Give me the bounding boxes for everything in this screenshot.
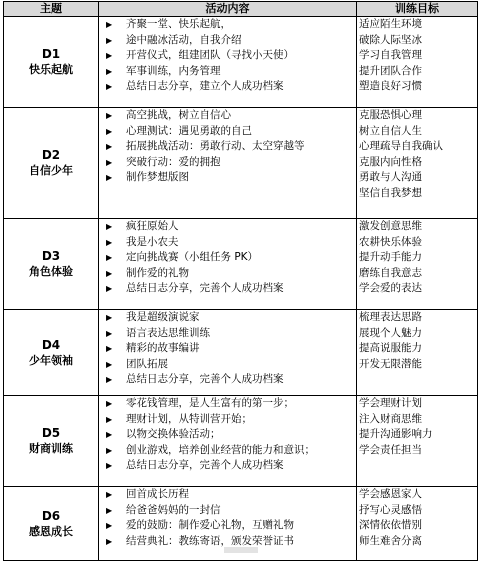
scan-artifact [224,547,258,553]
goal-cell [357,108,478,219]
bullet-arrow-icon: ▶ [106,375,113,385]
section-row-d1 [4,17,478,108]
goal-item: 磨练自我意志 [359,266,422,279]
bullet-arrow-icon: ▶ [106,20,113,29]
bullet-arrow-icon: ▶ [106,157,113,167]
activity-item [106,33,356,49]
activity-item [106,310,356,326]
goal-item: 激发创意思维 [359,220,422,232]
activity-item [106,503,356,519]
activity-item [106,266,356,282]
activity-item [106,341,356,357]
bullet-arrow-icon: ▶ [106,237,113,247]
goal-item: 提升动手能力 [359,251,422,264]
activity-item [106,48,356,64]
activity-text: 爱的鼓励：制作爱心礼物，互赠礼物 [126,519,294,532]
goal-item: 勇敢与人沟通 [359,171,422,184]
activity-cell [99,108,357,219]
activity-text: 语言表达思维训练 [126,326,210,339]
activity-item [106,17,356,33]
goal-cell [357,487,478,561]
activity-text: 精彩的故事编讲 [126,342,200,355]
activity-text: 结营典礼：教练寄语，颁发荣誉证书 [126,534,294,547]
activity-text: 总结日志分享，完善个人成功档案 [126,373,284,386]
goal-item: 坚信自我梦想 [359,186,422,199]
goal-item: 提升沟通影响力 [359,428,433,441]
bullet-arrow-icon: ▶ [106,173,113,183]
bullet-arrow-icon: ▶ [106,51,113,61]
activity-item [106,235,356,251]
activity-cell [99,219,357,310]
activity-item [106,79,356,95]
training-schedule-table [3,1,478,561]
goal-item: 注入财商思维 [359,412,422,425]
activity-cell [99,310,357,396]
section-row-d5 [4,396,478,487]
activity-text: 军事训练，内务管理 [126,64,221,77]
goal-item: 学会理财计划 [359,397,422,409]
bullet-arrow-icon: ▶ [106,313,113,322]
activity-item [106,458,356,474]
bullet-arrow-icon: ▶ [106,461,113,471]
goal-item: 学会爱的表达 [359,282,422,295]
goal-item: 树立自信人生 [359,124,422,137]
activity-item [106,487,356,503]
activity-text: 开营仪式，组建团队（寻找小天使） [126,49,294,62]
bullet-arrow-icon: ▶ [106,536,113,546]
section-row-d3 [4,219,478,310]
goal-item: 学习自我管理 [359,49,422,62]
activity-text: 理财计划，从特训营开始； [126,412,252,425]
day-label: D2 [41,148,61,162]
activity-item [106,427,356,443]
activity-text: 疯狂原始人 [126,220,179,232]
theme-name: 财商训练 [29,442,73,455]
activity-item [106,326,356,342]
activity-item [106,357,356,373]
goal-item: 展现个人魅力 [359,326,422,339]
activity-text: 给爸爸妈妈的一封信 [126,503,221,516]
bullet-arrow-icon: ▶ [106,344,113,354]
header-goal: 训练目标 [357,2,478,17]
bullet-arrow-icon: ▶ [106,126,113,136]
goal-cell [357,396,478,487]
activity-text: 制作爱的礼物 [126,266,189,279]
goal-item: 心理疏导自我确认 [359,140,443,153]
activity-item [106,372,356,388]
goal-item: 开发无限潜能 [359,357,422,370]
goal-item: 师生难舍分离 [359,534,422,547]
activity-item [106,139,356,155]
activity-text: 零花钱管理，是人生富有的第一步； [126,397,294,409]
activity-item [106,281,356,297]
goal-item: 梳理表达思路 [359,311,422,323]
theme-name: 自信少年 [29,164,73,177]
bullet-arrow-icon: ▶ [106,253,113,263]
theme-cell [4,310,99,396]
theme-cell [4,17,99,108]
goal-item: 适应陌生环境 [359,18,422,30]
table-header [4,2,478,17]
goal-item: 抒写心灵感悟 [359,503,422,516]
activity-item [106,396,356,412]
theme-name: 感恩成长 [29,524,73,538]
goal-cell [357,219,478,310]
activity-item [106,412,356,428]
theme-name: 角色体验 [29,265,73,278]
bullet-arrow-icon: ▶ [106,268,113,278]
bullet-arrow-icon: ▶ [106,222,113,231]
day-label: D3 [41,249,61,263]
activity-item [106,155,356,171]
goal-item: 学会责任担当 [359,443,422,456]
goal-item: 农耕快乐体验 [359,235,422,248]
activity-text: 齐聚一堂、快乐起航， [126,18,231,30]
goal-cell [357,310,478,396]
activity-text: 以物交换体验活动； [126,428,221,441]
bullet-arrow-icon: ▶ [106,82,113,92]
activity-item [106,170,356,186]
bullet-arrow-icon: ▶ [106,359,113,369]
goal-item: 破除人际坚冰 [359,33,422,46]
day-label: D5 [41,426,61,440]
activity-text: 创业游戏，培养创业经营的能力和意识； [126,443,315,456]
activity-item [106,64,356,80]
bullet-arrow-icon: ▶ [106,490,113,499]
theme-name: 少年领袖 [29,353,73,367]
bullet-arrow-icon: ▶ [106,66,113,76]
goal-cell [357,17,478,108]
table-body [4,17,478,561]
goal-item: 塑造良好习惯 [359,80,422,93]
bullet-arrow-icon: ▶ [106,414,113,424]
activity-item [106,108,356,124]
bullet-arrow-icon: ▶ [106,445,113,455]
activity-text: 制作梦想版图 [126,171,189,184]
bullet-arrow-icon: ▶ [106,521,113,531]
activity-text: 拓展挑战活动：勇敢行动、太空穿越等 [126,140,305,153]
day-label: D1 [41,47,61,61]
activity-text: 总结日志分享，完善个人成功档案 [126,282,284,295]
goal-item: 提升团队合作 [359,64,422,77]
goal-item: 克服恐惧心理 [359,109,422,121]
day-label: D4 [41,337,61,352]
theme-cell [4,108,99,219]
activity-text: 我是小农夫 [126,235,179,248]
day-label: D6 [41,508,61,523]
activity-cell [99,17,357,108]
activity-text: 总结日志分享，建立个人成功档案 [126,80,284,93]
bullet-arrow-icon: ▶ [106,35,113,45]
section-row-d2 [4,108,478,219]
section-row-d4 [4,310,478,396]
activity-text: 定向挑战赛（小组任务 PK） [126,251,259,264]
bullet-arrow-icon: ▶ [106,505,113,515]
bullet-arrow-icon: ▶ [106,430,113,440]
activity-item [106,250,356,266]
goal-item: 克服内向性格 [359,155,422,168]
bullet-arrow-icon: ▶ [106,399,113,408]
activity-text: 我是超级演说家 [126,311,200,323]
bullet-arrow-icon: ▶ [106,142,113,152]
activity-cell [99,396,357,487]
bullet-arrow-icon: ▶ [106,284,113,294]
activity-item [106,443,356,459]
theme-cell [4,487,99,561]
activity-text: 心理测试：遇见勇敢的自己 [126,124,252,137]
goal-item: 学会感恩家人 [359,488,422,500]
theme-cell [4,396,99,487]
activity-item [106,124,356,140]
goal-item: 提高说服能力 [359,342,422,355]
activity-item [106,518,356,534]
activity-text: 高空挑战，树立自信心 [126,109,231,121]
activity-text: 回首成长历程 [126,488,189,500]
activity-text: 团队拓展 [126,357,168,370]
activity-item [106,219,356,235]
header-activity: 活动内容 [99,2,357,17]
goal-item: 深情依依惜别 [359,519,422,532]
activity-text: 途中融冰活动，自我介绍 [126,33,242,46]
theme-cell [4,219,99,310]
header-theme: 主题 [4,2,99,17]
bullet-arrow-icon: ▶ [106,328,113,338]
theme-name: 快乐起航 [29,63,73,76]
bullet-arrow-icon: ▶ [106,111,113,120]
activity-text: 突破行动：爱的拥抱 [126,155,221,168]
activity-text: 总结日志分享，完善个人成功档案 [126,459,284,472]
